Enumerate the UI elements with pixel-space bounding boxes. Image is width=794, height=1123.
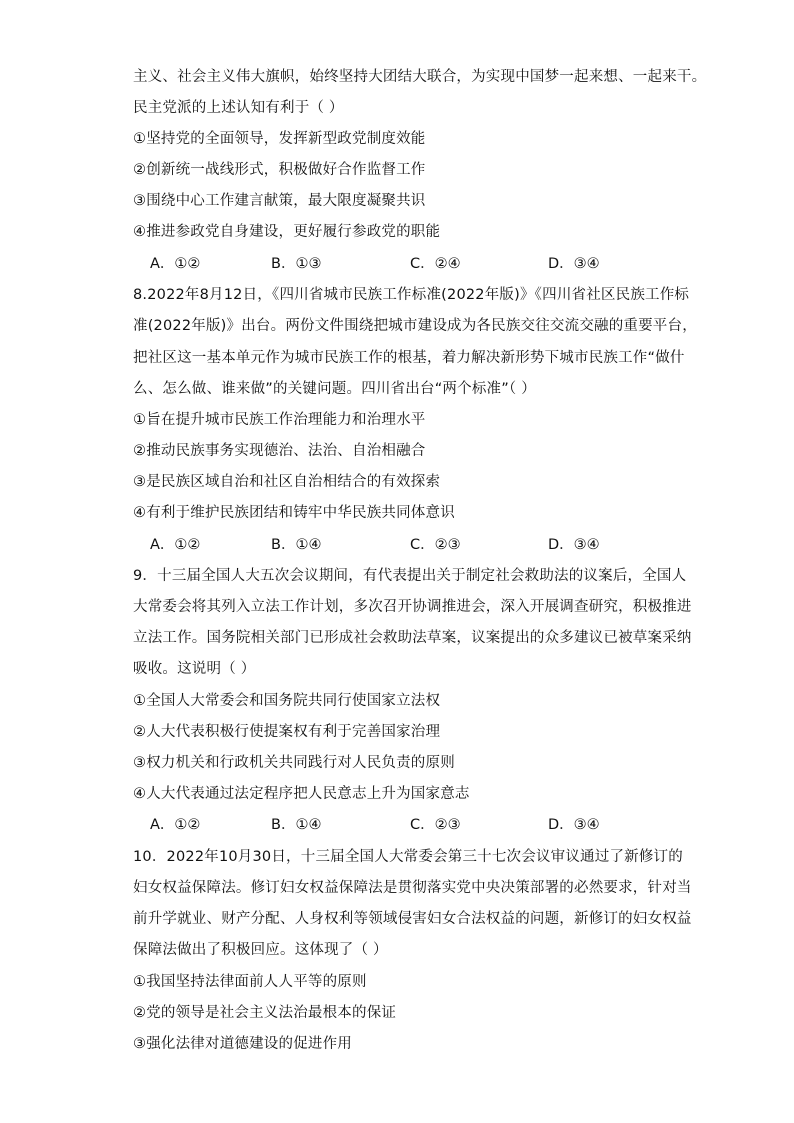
- q10-stem-line-3: 前升学就业、财产分配、人身权利等领域侵害妇女合法权益的问题，新修订的妇女权益: [133, 911, 692, 927]
- q10-stem-line-2: 妇女权益保障法。修订妇女权益保障法是贯彻落实党中央决策部署的必然要求，针对当: [133, 880, 692, 896]
- q9-stem-line-4: 吸收。这说明（ ）: [133, 661, 256, 677]
- q7-stem-line-2: 民主党派的上述认知有利于（ ）: [133, 100, 344, 116]
- q9-stem-line-3: 立法工作。国务院相关部门已形成社会救助法草案，议案提出的众多建议已被草案采纳: [133, 630, 692, 646]
- q8-item-2: ②推动民族事务实现德治、法治、自治相融合: [133, 443, 426, 459]
- q7-item-4: ④推进参政党自身建设，更好履行参政党的职能: [133, 224, 441, 240]
- q8-stem-line-3: 把社区这一基本单元作为城市民族工作的根基，着力解决新形势下城市民族工作“做什: [133, 350, 685, 366]
- q7-item-2: ②创新统一战线形式，积极做好合作监督工作: [133, 162, 426, 178]
- q8-option-a[interactable]: A．①②: [150, 537, 201, 553]
- q8-option-d[interactable]: D．③④: [548, 537, 600, 553]
- q9-option-c[interactable]: C．②③: [410, 817, 461, 833]
- q7-item-1: ①坚持党的全面领导，发挥新型政党制度效能: [133, 131, 426, 147]
- q7-stem-line-1: 主义、社会主义伟大旗帜，始终坚持大团结大联合，为实现中国梦一起来想、一起来干。: [133, 69, 707, 85]
- q10-item-3: ③强化法律对道德建设的促进作用: [133, 1036, 352, 1052]
- q9-option-d[interactable]: D．③④: [548, 817, 600, 833]
- q7-option-d[interactable]: D．③④: [548, 256, 600, 272]
- q8-stem-line-4: 么、怎么做、谁来做”的关键问题。四川省出台“两个标准”（ ）: [133, 381, 536, 397]
- q9-option-b[interactable]: B．①④: [271, 817, 322, 833]
- q7-option-b[interactable]: B．①③: [271, 256, 322, 272]
- q10-item-1: ①我国坚持法律面前人人平等的原则: [133, 974, 367, 990]
- q7-item-3: ③围绕中心工作建言献策，最大限度凝聚共识: [133, 193, 426, 209]
- q9-item-4: ④人大代表通过法定程序把人民意志上升为国家意志: [133, 786, 470, 802]
- q8-item-4: ④有利于维护民族团结和铸牢中华民族共同体意识: [133, 505, 455, 521]
- q8-option-c[interactable]: C．②③: [410, 537, 461, 553]
- q8-options: [150, 535, 670, 555]
- q8-item-3: ③是民族区域自治和社区自治相结合的有效探索: [133, 474, 441, 490]
- q9-item-3: ③权力机关和行政机关共同践行对人民负责的原则: [133, 755, 455, 771]
- q9-stem-line-2: 大常委会将其列入立法工作计划，多次召开协调推进会，深入开展调查研究，积极推进: [133, 599, 692, 615]
- q10-stem-line-1: 10．2022年10月30日，十三届全国人大常委会第三十七次会议审议通过了新修订的: [133, 849, 683, 865]
- q8-stem-line-1: 8.2022年8月12日，《四川省城市民族工作标准(2022年版)》《四川省社区民族工作标: [133, 287, 690, 303]
- q7-options: [150, 254, 670, 274]
- q9-stem-line-1: 9．十三届全国人大五次会议期间，有代表提出关于制定社会救助法的议案后，全国人: [133, 568, 687, 584]
- q9-item-1: ①全国人大常委会和国务院共同行使国家立法权: [133, 693, 441, 709]
- q8-option-b[interactable]: B．①④: [271, 537, 322, 553]
- q7-option-a[interactable]: A．①②: [150, 256, 201, 272]
- q7-option-c[interactable]: C．②④: [410, 256, 461, 272]
- q10-item-2: ②党的领导是社会主义法治最根本的保证: [133, 1005, 397, 1021]
- q9-options: [150, 815, 670, 835]
- q8-stem-line-2: 准(2022年版)》出台。两份文件围绕把城市建设成为各民族交往交流交融的重要平台，: [133, 318, 697, 334]
- q9-item-2: ②人大代表积极行使提案权有利于完善国家治理: [133, 724, 441, 740]
- q9-option-a[interactable]: A．①②: [150, 817, 201, 833]
- q8-item-1: ①旨在提升城市民族工作治理能力和治理水平: [133, 412, 426, 428]
- q10-stem-line-4: 保障法做出了积极回应。这体现了（ ）: [133, 942, 388, 958]
